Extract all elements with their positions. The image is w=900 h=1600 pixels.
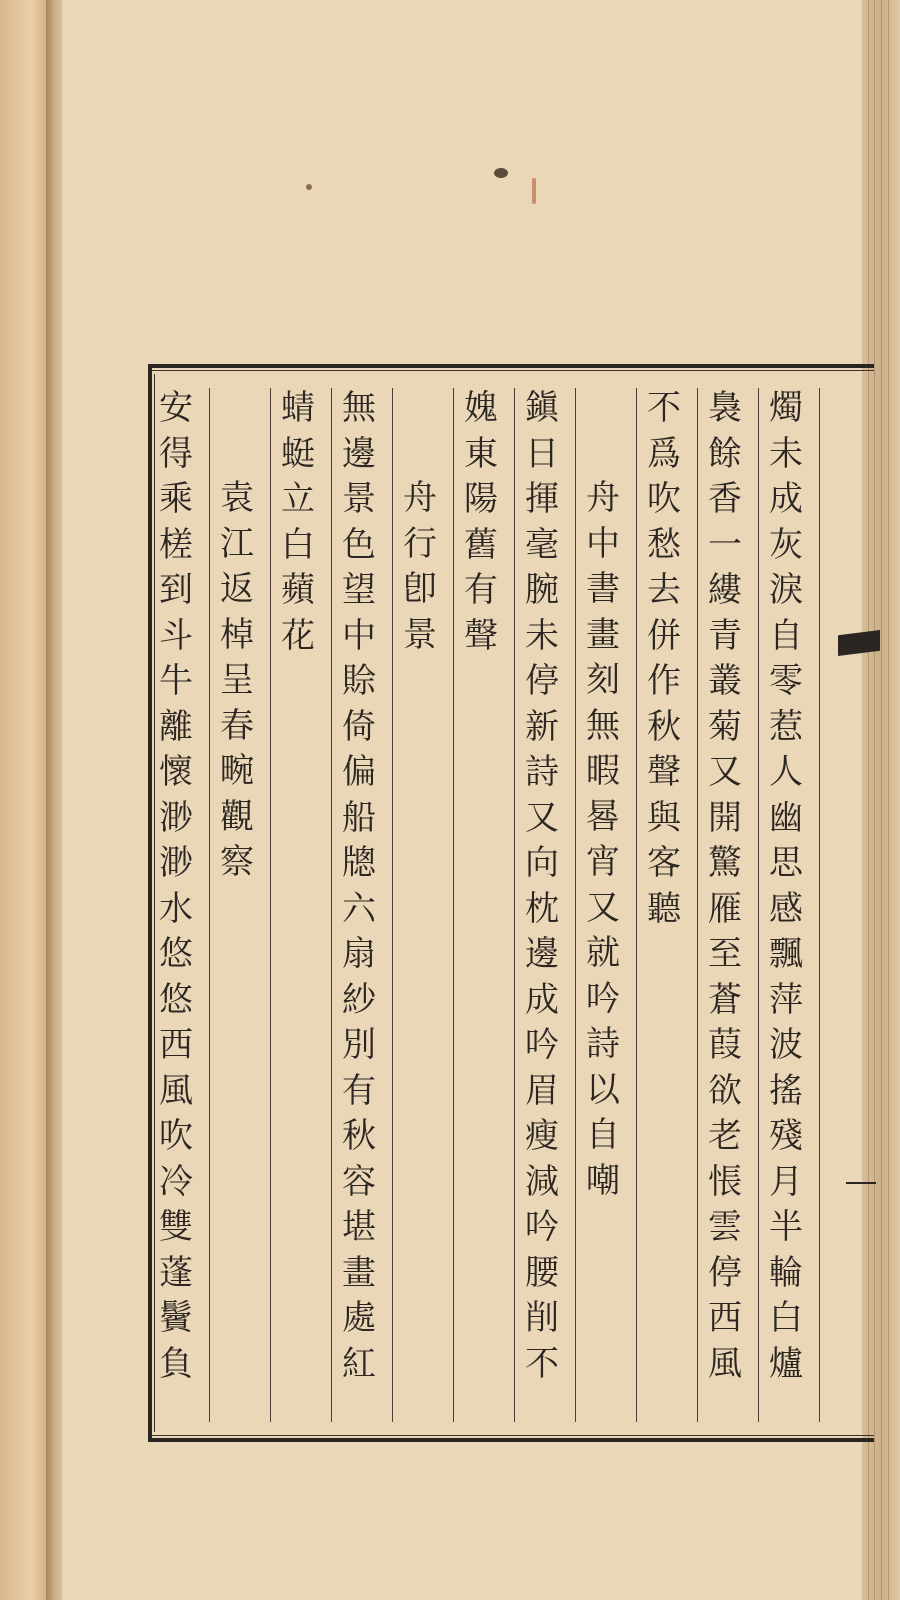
glyph: 東 — [464, 433, 498, 474]
glyph: 停 — [525, 661, 559, 701]
glyph: 悠 — [159, 979, 193, 1020]
glyph: 蒼 — [708, 979, 742, 1020]
glyph: 舟 — [586, 478, 620, 518]
glyph: 卽 — [403, 569, 437, 609]
glyph: 削 — [525, 1298, 559, 1338]
glyph: 開 — [708, 797, 742, 838]
glyph: 蜻 — [281, 388, 315, 428]
glyph: 半 — [769, 1207, 803, 1247]
glyph: 邊 — [525, 934, 559, 974]
ink-spot — [494, 168, 508, 178]
glyph: 畫 — [342, 1252, 376, 1293]
text-column — [394, 476, 446, 658]
glyph: 立 — [281, 479, 315, 519]
glyph: 停 — [708, 1252, 742, 1293]
glyph: 爐 — [769, 1343, 803, 1384]
glyph: 又 — [525, 797, 559, 838]
glyph: 枕 — [525, 888, 559, 929]
column-rule — [819, 388, 820, 1422]
glyph: 燭 — [769, 388, 803, 428]
glyph: 青 — [708, 615, 742, 656]
glyph: 鬢 — [159, 1298, 193, 1338]
glyph: 渺 — [159, 797, 193, 838]
glyph: 畹 — [220, 751, 254, 791]
glyph: 揮 — [525, 479, 559, 519]
glyph: 以 — [586, 1069, 620, 1110]
glyph: 成 — [769, 479, 803, 519]
glyph: 殘 — [769, 1116, 803, 1156]
glyph: 不 — [647, 388, 681, 428]
glyph: 零 — [769, 661, 803, 701]
glyph: 袁 — [220, 478, 254, 518]
glyph: 作 — [647, 661, 681, 701]
column-rule — [758, 388, 759, 1422]
glyph: 淚 — [769, 570, 803, 610]
glyph: 紅 — [342, 1343, 376, 1384]
glyph: 吟 — [525, 1025, 559, 1065]
glyph: 減 — [525, 1161, 559, 1202]
glyph: 冷 — [159, 1161, 193, 1202]
glyph: 有 — [342, 1070, 376, 1111]
glyph: 賒 — [342, 661, 376, 701]
glyph: 老 — [708, 1116, 742, 1156]
text-column — [577, 476, 629, 1204]
glyph: 客 — [647, 843, 681, 883]
glyph: 縷 — [708, 570, 742, 610]
glyph: 飄 — [769, 934, 803, 974]
glyph: 鎭 — [525, 388, 559, 428]
glyph: 又 — [708, 752, 742, 792]
glyph: 水 — [159, 888, 193, 929]
glyph: 無 — [342, 388, 376, 428]
glyph: 眉 — [525, 1070, 559, 1111]
column-rule — [453, 388, 454, 1422]
glyph: 書 — [586, 569, 620, 609]
text-column — [760, 386, 812, 1387]
glyph: 成 — [525, 979, 559, 1020]
glyph: 晷 — [586, 796, 620, 837]
glyph: 未 — [769, 433, 803, 474]
column-rule — [514, 388, 515, 1422]
glyph: 香 — [708, 479, 742, 519]
glyph: 去 — [647, 570, 681, 610]
glyph: 與 — [647, 797, 681, 838]
glyph: 槎 — [159, 524, 193, 565]
glyph: 不 — [525, 1343, 559, 1384]
glyph: 倚 — [342, 706, 376, 747]
glyph: 驚 — [708, 843, 742, 883]
glyph: 花 — [281, 615, 315, 656]
glyph: 惹 — [769, 706, 803, 747]
text-column — [211, 476, 263, 886]
glyph: 望 — [342, 570, 376, 610]
glyph: 吹 — [647, 479, 681, 519]
glyph: 蘋 — [281, 570, 315, 610]
glyph: 牕 — [342, 843, 376, 883]
glyph: 輪 — [769, 1252, 803, 1293]
ink-spot — [532, 178, 536, 204]
glyph: 媿 — [464, 388, 498, 428]
glyph: 到 — [159, 570, 193, 610]
glyph: 斗 — [159, 615, 193, 656]
glyph: 月 — [769, 1161, 803, 1202]
glyph: 自 — [769, 615, 803, 656]
text-column — [638, 386, 690, 932]
glyph: 腰 — [525, 1252, 559, 1293]
glyph: 舊 — [464, 524, 498, 565]
glyph: 安 — [159, 388, 193, 428]
text-column — [516, 386, 568, 1387]
glyph: 搖 — [769, 1070, 803, 1111]
glyph: 菊 — [708, 706, 742, 747]
glyph: 江 — [220, 523, 254, 564]
glyph: 景 — [342, 479, 376, 519]
glyph: 感 — [769, 888, 803, 929]
glyph: 詩 — [586, 1024, 620, 1064]
column-rule — [636, 388, 637, 1422]
ink-spot — [306, 184, 312, 190]
glyph: 悵 — [708, 1161, 742, 1202]
glyph: 思 — [769, 843, 803, 883]
glyph: 波 — [769, 1025, 803, 1065]
glyph: 風 — [708, 1343, 742, 1384]
page-tick-mark — [846, 1182, 876, 1184]
glyph: 瘦 — [525, 1116, 559, 1156]
glyph: 幽 — [769, 797, 803, 838]
glyph: 返 — [220, 569, 254, 609]
glyph: 萍 — [769, 979, 803, 1020]
glyph: 悠 — [159, 934, 193, 974]
glyph: 白 — [281, 524, 315, 565]
glyph: 渺 — [159, 843, 193, 883]
glyph: 蓬 — [159, 1252, 193, 1293]
glyph: 扇 — [342, 934, 376, 974]
glyph: 容 — [342, 1161, 376, 1202]
glyph: 負 — [159, 1343, 193, 1384]
glyph: 得 — [159, 433, 193, 474]
glyph: 至 — [708, 934, 742, 974]
glyph: 日 — [525, 433, 559, 474]
glyph: 離 — [159, 706, 193, 747]
glyph: 刻 — [586, 660, 620, 700]
glyph: 雲 — [708, 1207, 742, 1247]
glyph: 灰 — [769, 524, 803, 565]
glyph: 葭 — [708, 1025, 742, 1065]
glyph: 裊 — [708, 388, 742, 428]
glyph: 偏 — [342, 752, 376, 792]
left-page-edge — [0, 0, 52, 1600]
glyph: 毫 — [525, 524, 559, 565]
text-column — [150, 386, 202, 1387]
glyph: 人 — [769, 752, 803, 792]
glyph: 秋 — [647, 706, 681, 747]
glyph: 懷 — [159, 752, 193, 792]
column-rule — [331, 388, 332, 1422]
glyph: 行 — [403, 523, 437, 564]
glyph: 聽 — [647, 888, 681, 929]
glyph: 秋 — [342, 1116, 376, 1156]
glyph: 呈 — [220, 660, 254, 700]
glyph: 乘 — [159, 479, 193, 519]
glyph: 欲 — [708, 1070, 742, 1111]
glyph: 就 — [586, 933, 620, 973]
glyph: 春 — [220, 705, 254, 746]
glyph: 爲 — [647, 433, 681, 474]
glyph: 白 — [769, 1298, 803, 1338]
column-rule — [209, 388, 210, 1422]
column-rule — [697, 388, 698, 1422]
glyph: 聲 — [464, 615, 498, 656]
glyph: 察 — [220, 842, 254, 882]
column-rule — [270, 388, 271, 1422]
glyph: 吹 — [159, 1116, 193, 1156]
glyph: 舟 — [403, 478, 437, 518]
glyph: 嘲 — [586, 1160, 620, 1201]
text-column — [272, 386, 324, 659]
glyph: 愁 — [647, 524, 681, 565]
glyph: 景 — [403, 614, 437, 655]
glyph: 牛 — [159, 661, 193, 701]
glyph: 新 — [525, 706, 559, 747]
glyph: 聲 — [647, 752, 681, 792]
glyph: 雁 — [708, 888, 742, 929]
glyph: 未 — [525, 615, 559, 656]
glyph: 雙 — [159, 1207, 193, 1247]
glyph: 併 — [647, 615, 681, 656]
glyph: 船 — [342, 797, 376, 838]
column-rule — [575, 388, 576, 1422]
glyph: 宵 — [586, 842, 620, 882]
glyph: 無 — [586, 705, 620, 746]
glyph: 中 — [586, 523, 620, 564]
glyph: 觀 — [220, 796, 254, 837]
glyph: 向 — [525, 843, 559, 883]
glyph: 吟 — [586, 978, 620, 1019]
text-column — [333, 386, 385, 1387]
glyph: 邊 — [342, 433, 376, 474]
glyph: 畫 — [586, 614, 620, 655]
glyph: 又 — [586, 887, 620, 928]
glyph: 色 — [342, 524, 376, 565]
glyph: 蜓 — [281, 433, 315, 474]
glyph: 六 — [342, 888, 376, 929]
glyph: 陽 — [464, 479, 498, 519]
glyph: 暇 — [586, 751, 620, 791]
glyph: 處 — [342, 1298, 376, 1338]
glyph: 西 — [159, 1025, 193, 1065]
glyph: 腕 — [525, 570, 559, 610]
glyph: 棹 — [220, 614, 254, 655]
glyph: 中 — [342, 615, 376, 656]
text-column — [455, 386, 507, 659]
glyph: 叢 — [708, 661, 742, 701]
glyph: 有 — [464, 570, 498, 610]
column-rule — [392, 388, 393, 1422]
glyph: 堪 — [342, 1207, 376, 1247]
glyph: 別 — [342, 1025, 376, 1065]
glyph: 自 — [586, 1115, 620, 1155]
glyph: 詩 — [525, 752, 559, 792]
glyph: 吟 — [525, 1207, 559, 1247]
glyph: 風 — [159, 1070, 193, 1111]
glyph: 紗 — [342, 979, 376, 1020]
glyph: 餘 — [708, 433, 742, 474]
text-column — [699, 386, 751, 1387]
glyph: 西 — [708, 1298, 742, 1338]
glyph: 一 — [708, 524, 742, 565]
